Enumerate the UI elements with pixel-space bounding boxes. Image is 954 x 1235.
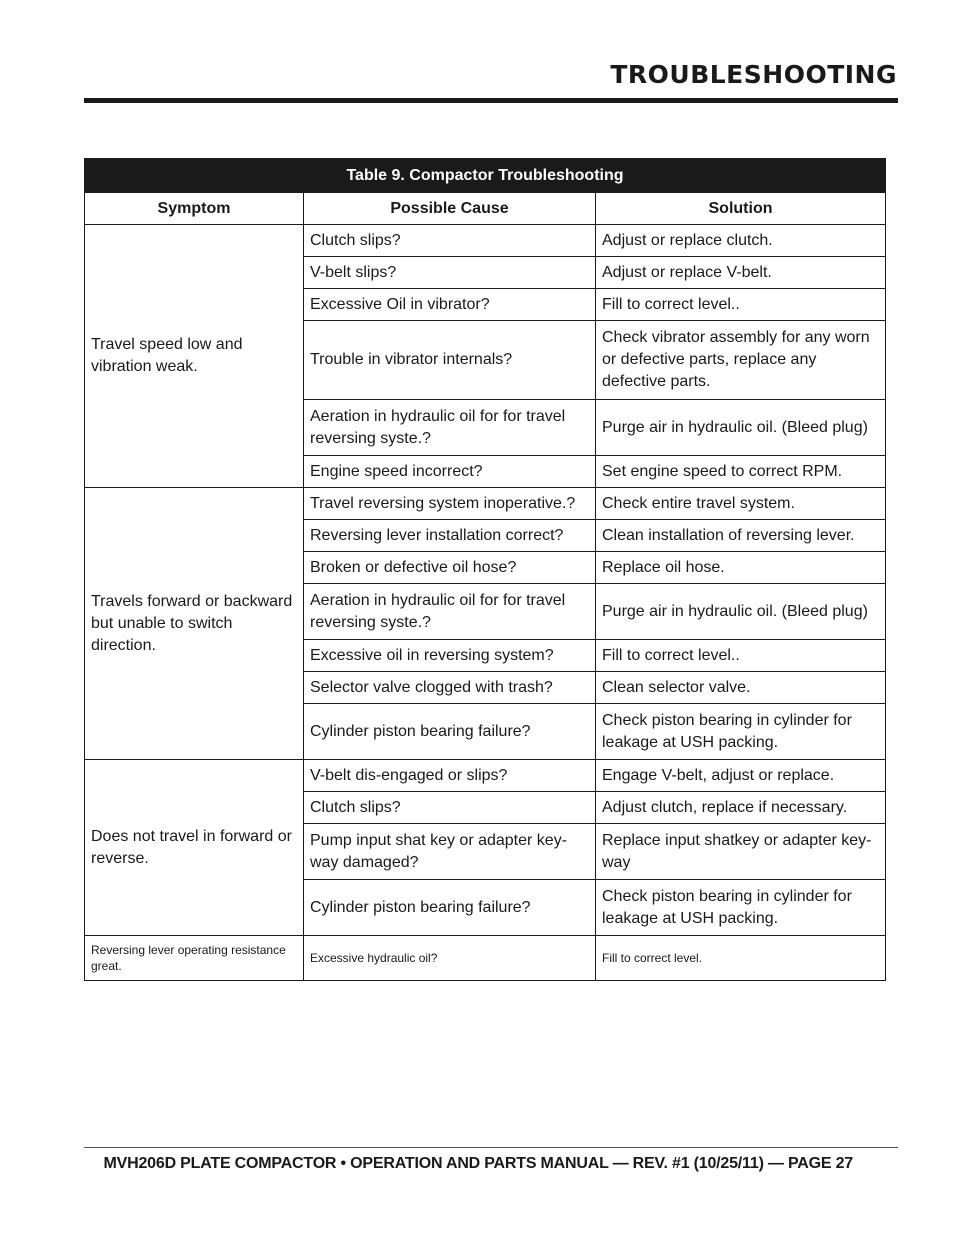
solution-cell: Fill to correct level.. <box>596 640 886 672</box>
solution-cell: Check vibrator assembly for any worn or defective parts, replace any defective parts. <box>596 321 886 400</box>
cause-cell: Trouble in vibrator internals? <box>304 321 596 400</box>
solution-cell: Set engine speed to correct RPM. <box>596 456 886 488</box>
solution-cell: Check piston bearing in cylinder for leakage at USH packing. <box>596 704 886 760</box>
solution-cell: Check piston bearing in cylinder for leakage at USH packing. <box>596 880 886 936</box>
cause-cell: Engine speed incorrect? <box>304 456 596 488</box>
cause-cell: Excessive oil in reversing system? <box>304 640 596 672</box>
page-title: TROUBLESHOOTING <box>610 60 897 89</box>
cause-cell: Clutch slips? <box>304 225 596 257</box>
cause-cell: Aeration in hydraulic oil for for travel reversing syste.? <box>304 584 596 640</box>
symptom-cell: Travel speed low and vibration weak. <box>85 225 304 488</box>
table-row <box>85 488 886 520</box>
solution-cell: Adjust or replace V-belt. <box>596 257 886 289</box>
solution-cell: Adjust clutch, replace if necessary. <box>596 792 886 824</box>
table-row <box>85 225 886 257</box>
cause-cell: Pump input shat key or adapter key-way damaged? <box>304 824 596 880</box>
cause-cell: Selector valve clogged with trash? <box>304 672 596 704</box>
table-row <box>85 936 886 981</box>
symptom-cell: Does not travel in forward or reverse. <box>85 760 304 936</box>
cause-cell: Cylinder piston bearing failure? <box>304 704 596 760</box>
solution-cell: Engage V-belt, adjust or replace. <box>596 760 886 792</box>
solution-cell: Clean selector valve. <box>596 672 886 704</box>
cause-cell: Travel reversing system inoperative.? <box>304 488 596 520</box>
footer-divider <box>84 1147 898 1148</box>
heading-divider <box>84 98 898 103</box>
solution-cell: Check entire travel system. <box>596 488 886 520</box>
solution-cell: Replace oil hose. <box>596 552 886 584</box>
solution-cell: Adjust or replace clutch. <box>596 225 886 257</box>
cause-cell: Broken or defective oil hose? <box>304 552 596 584</box>
solution-cell: Purge air in hydraulic oil. (Bleed plug) <box>596 400 886 456</box>
table-row <box>85 760 886 792</box>
page-footer: MVH206D PLATE COMPACTOR • OPERATION AND PARTS MANUAL — REV. #1 (10/25/11) — PAGE 27 <box>103 1155 853 1172</box>
troubleshooting-table <box>84 158 886 981</box>
solution-cell: Replace input shatkey or adapter key-way <box>596 824 886 880</box>
solution-cell: Fill to correct level.. <box>596 289 886 321</box>
cause-cell: V-belt slips? <box>304 257 596 289</box>
cause-cell: Excessive hydraulic oil? <box>304 936 596 981</box>
column-header-symptom: Symptom <box>85 193 304 225</box>
symptom-cell: Reversing lever operating resistance great. <box>85 936 304 981</box>
solution-cell: Purge air in hydraulic oil. (Bleed plug) <box>596 584 886 640</box>
solution-cell: Clean installation of reversing lever. <box>596 520 886 552</box>
cause-cell: Reversing lever installation correct? <box>304 520 596 552</box>
cause-cell: Cylinder piston bearing failure? <box>304 880 596 936</box>
solution-cell: Fill to correct level. <box>596 936 886 981</box>
column-header-possible-cause: Possible Cause <box>304 193 596 225</box>
table-caption: Table 9. Compactor Troubleshooting <box>85 159 886 193</box>
cause-cell: V-belt dis-engaged or slips? <box>304 760 596 792</box>
cause-cell: Clutch slips? <box>304 792 596 824</box>
symptom-cell: Travels forward or backward but unable to switch direction. <box>85 488 304 760</box>
cause-cell: Aeration in hydraulic oil for for travel reversing syste.? <box>304 400 596 456</box>
cause-cell: Excessive Oil in vibrator? <box>304 289 596 321</box>
column-header-solution: Solution <box>596 193 886 225</box>
